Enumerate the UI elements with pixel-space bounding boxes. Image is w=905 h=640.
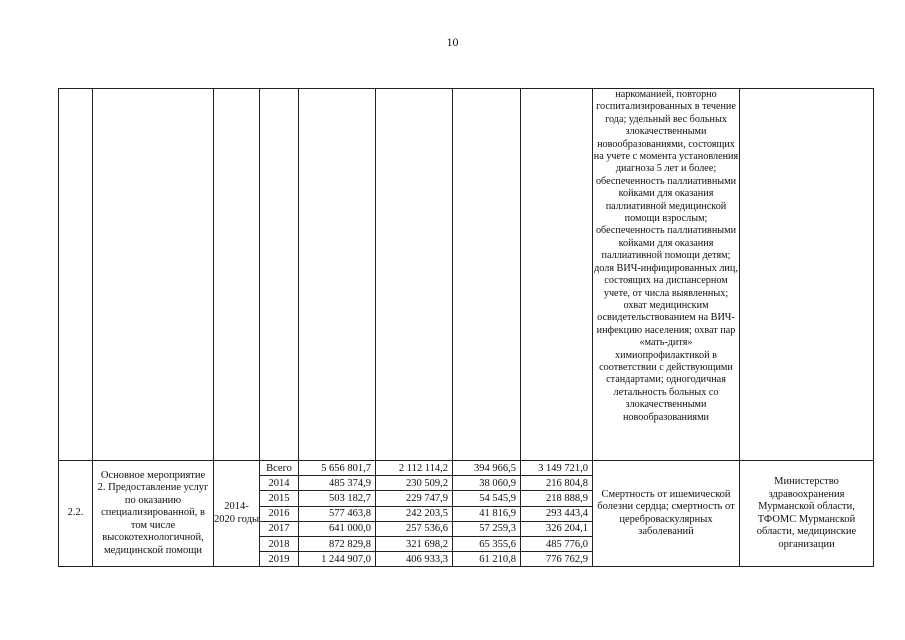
- value-cell: 65 355,6: [453, 536, 521, 551]
- value-cell: 394 966,5: [453, 461, 521, 476]
- value-cell: 41 816,9: [453, 506, 521, 521]
- value-cell: 485 776,0: [521, 536, 593, 551]
- total-cell: 503 182,7: [299, 491, 376, 506]
- item-executors: Министерство здравоохранения Мурманской области, ТФОМС Мурманской области, медицинские организации: [740, 461, 874, 567]
- value-cell: 229 747,9: [376, 491, 453, 506]
- value-cell: 38 060,9: [453, 476, 521, 491]
- value-cell: 54 545,9: [453, 491, 521, 506]
- item-indicators: Смертность от ишемической болезни сердца; смертность от цереброваскулярных заболеваний: [593, 461, 740, 567]
- year-cell: 2018: [260, 536, 299, 551]
- table-row: [59, 461, 874, 476]
- item-period: 2014-2020 годы: [214, 461, 260, 567]
- value-cell: 216 804,8: [521, 476, 593, 491]
- total-cell: 485 374,9: [299, 476, 376, 491]
- value-cell: 3 149 721,0: [521, 461, 593, 476]
- page-number: 10: [446, 35, 459, 49]
- year-cell: 2015: [260, 491, 299, 506]
- total-cell: 641 000,0: [299, 521, 376, 536]
- value-cell: 61 210,8: [453, 552, 521, 567]
- measures-table: [58, 88, 874, 567]
- total-cell: 872 829,8: [299, 536, 376, 551]
- item-number: 2.2.: [59, 461, 93, 567]
- item-name: Основное мероприятие 2. Предоставление услуг по оказанию специализированной, в том числе высокотехнологичной, медицинской помощи: [93, 461, 214, 567]
- year-cell: Всего: [260, 461, 299, 476]
- total-cell: 1 244 907,0: [299, 552, 376, 567]
- year-cell: 2014: [260, 476, 299, 491]
- year-cell: 2017: [260, 521, 299, 536]
- value-cell: 2 112 114,2: [376, 461, 453, 476]
- value-cell: 57 259,3: [453, 521, 521, 536]
- value-cell: 257 536,6: [376, 521, 453, 536]
- value-cell: 242 203,5: [376, 506, 453, 521]
- continued-row: [59, 89, 874, 461]
- year-cell: 2019: [260, 552, 299, 567]
- value-cell: 230 509,2: [376, 476, 453, 491]
- total-cell: 5 656 801,7: [299, 461, 376, 476]
- total-cell: 577 463,8: [299, 506, 376, 521]
- continued-indicators-cell: наркоманией, повторно госпитализированных в течение года; удельный вес больных злокачественными новообразованиями, состоящих на учете с момента установления диагноза 5 лет и более; обеспеченность паллиативными койками для оказания паллиативной медицинской помощи взрослым; обеспеченность паллиативными койками для оказания паллиативной помощи детям; доля ВИЧ-инфицированных лиц, состоящих на диспансерном учете, от числа выявленных; охват медицинским освидетельствованием на ВИЧ-инфекцию населения; охват пар «мать-дитя» химиопрофилактикой в соответствии с действующими стандартами; одногодичная летальность больных со злокачественными новообразованиями: [593, 89, 740, 461]
- value-cell: 406 933,3: [376, 552, 453, 567]
- year-cell: 2016: [260, 506, 299, 521]
- value-cell: 326 204,1: [521, 521, 593, 536]
- value-cell: 293 443,4: [521, 506, 593, 521]
- value-cell: 218 888,9: [521, 491, 593, 506]
- value-cell: 321 698,2: [376, 536, 453, 551]
- value-cell: 776 762,9: [521, 552, 593, 567]
